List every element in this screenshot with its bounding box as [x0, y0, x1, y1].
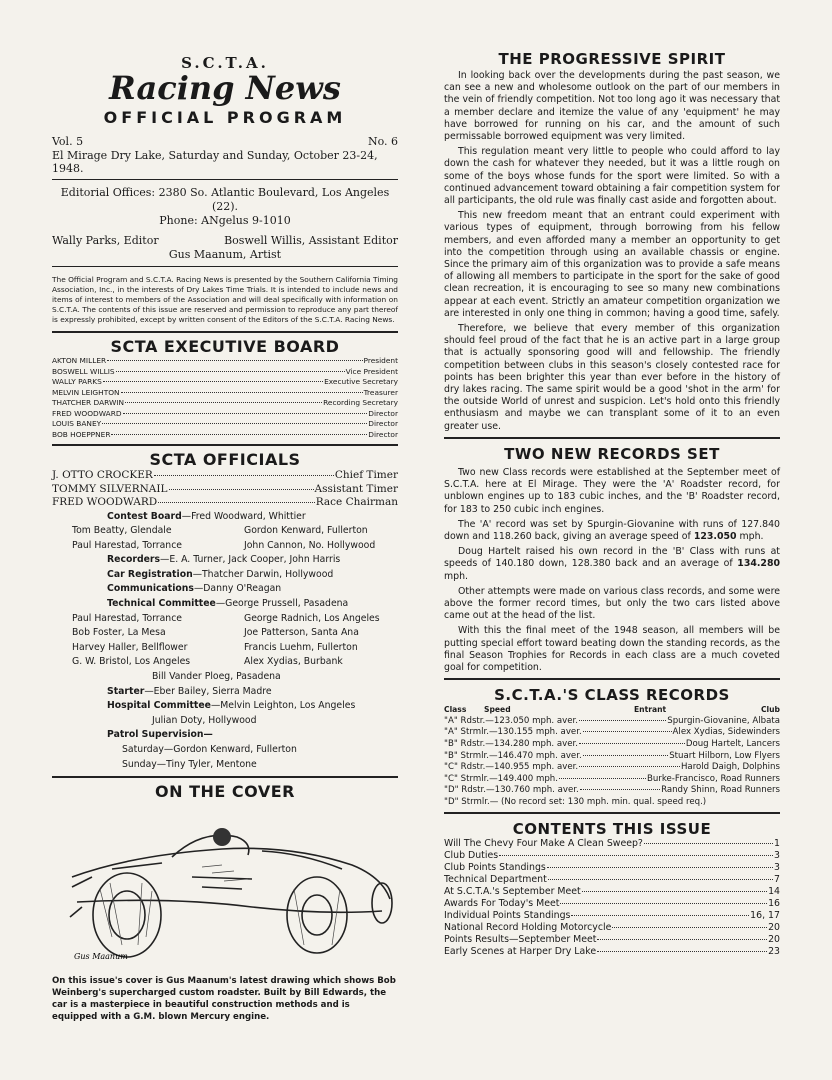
entry-name: BOSWELL WILLIS	[52, 366, 115, 376]
car-registration-label: Car Registration	[107, 568, 193, 580]
entry-name: Club Duties	[444, 850, 499, 862]
entry-value: Chief Timer	[334, 469, 398, 481]
leader-dots	[571, 915, 749, 916]
entry-name: National Record Holding Motorcycle	[444, 922, 612, 934]
divider	[52, 776, 398, 778]
patrol-sunday: Sunday—Tiny Tyler, Mentone	[122, 758, 257, 770]
member-name: Francis Luehm, Fullerton	[244, 641, 358, 653]
contents-heading: CONTENTS THIS ISSUE	[512, 820, 712, 839]
entry-value: 16	[768, 898, 780, 910]
entry-name: J. OTTO CROCKER	[52, 469, 153, 481]
right-column	[444, 0, 780, 958]
name-pair-row	[52, 612, 398, 627]
entry-name: Awards For Today's Meet	[444, 898, 560, 910]
contents-list	[444, 838, 780, 958]
dotted-row	[444, 739, 780, 751]
name-pair-row	[52, 655, 398, 670]
dotted-row	[444, 716, 780, 728]
issue-number: No. 6	[367, 135, 398, 148]
entry-name: TOMMY SILVERNAIL	[52, 482, 168, 495]
name-pair-row	[52, 641, 398, 656]
contest-board-lead: —Fred Woodward, Whittier	[181, 510, 306, 522]
artist-signature: Gus Maanum	[74, 952, 128, 962]
entry-name: Points Results—September Meet	[444, 934, 597, 946]
entry-name: "C" Strmlr.—149.400 mph.	[444, 773, 558, 784]
org-name: S.C.T.A.	[181, 54, 269, 72]
technical-committee-last: Bill Vander Ploeg, Pasadena	[152, 671, 281, 683]
entry-value: Burke-Francisco, Road Runners	[646, 773, 780, 784]
paragraph: The 'A' record was set by Spurgin-Giovanine with runs of 127.840 down and 118.260 back, giving an average speed of 123.050 mph.	[444, 518, 780, 542]
column-class: Class	[444, 705, 467, 715]
hospital-committee-second: Julian Doty, Hollywood	[152, 714, 257, 726]
roadster-drawing	[52, 807, 398, 967]
paragraph: This regulation meant very little to people who could afford to lay down the cash for whatever they needed, but it was a little rough on some of the boys whose funds for the sport were limited. So with a continued advancement toward obtaining a fair competition system for all participants, the old rule was finally cast aside and forgotten about.	[444, 146, 780, 207]
officials-list	[52, 469, 398, 510]
dotted-row	[444, 886, 780, 898]
contest-board-members	[52, 524, 398, 553]
paragraph: Other attempts were made on various class records, and some were above the former record times, but only the two cars listed above came out at the head of the list.	[444, 585, 780, 622]
entry-value: 20	[768, 934, 780, 946]
paragraph: With this the final meet of the 1948 season, all members will be putting special effort toward beating down the standing records, as the final Season Trophies for Records in each class are a much coveted goal for competition.	[444, 625, 780, 673]
entry-value: Recording Secretary	[323, 398, 398, 407]
a-record-speed: 123.050	[693, 530, 737, 542]
entry-name: "A" Strmlr.—130.155 mph. aver.	[444, 727, 582, 738]
leader-dots	[116, 371, 345, 372]
leader-dots	[583, 731, 672, 732]
class-records-header	[444, 704, 780, 716]
entry-value: Assistant Timer	[314, 482, 398, 495]
name-pair-row	[52, 539, 398, 554]
starter-label: Starter	[107, 685, 145, 697]
member-name: John Cannon, No. Hollywood	[244, 539, 376, 551]
member-name: George Radnich, Los Angeles	[244, 612, 380, 624]
member-name: Bob Foster, La Mesa	[72, 627, 166, 639]
editorial-phone: Phone: ANgelus 9-1010	[159, 214, 291, 227]
entry-name: Technical Department	[444, 874, 547, 886]
leader-dots	[158, 502, 315, 503]
entry-value: 14	[768, 886, 780, 898]
entry-name: "C" Rdstr.—140.955 mph. aver.	[444, 762, 579, 773]
dotted-row	[52, 377, 398, 388]
entry-value: Alex Xydias, Sidewinders	[672, 727, 780, 738]
paragraph: Therefore, we believe that every member of this organization should feel proud of the fact that he is an active part in a large group that is actually sponsoring good will and fellowship. The friendly competition between clubs in this season's closely contested race for points has been brighter this year than ever before in the history of dry lakes racing. The same spirit would be a good 'shot in the arm' for the outside World of unrest and suspicion. Let's hold onto this friendly enthusiasm and maybe we can transplant some of it to an even greater use.	[444, 323, 780, 432]
member-name: Paul Harestad, Torrance	[72, 539, 183, 551]
entry-name: "B" Rdstr.—134.280 mph. aver.	[444, 738, 578, 749]
dotted-row	[444, 751, 780, 763]
entry-value: 20	[768, 922, 780, 934]
leader-dots	[560, 903, 767, 904]
name-pair-row	[52, 626, 398, 641]
editor-credits	[52, 234, 398, 262]
dotted-row	[444, 774, 780, 786]
editor-name: Wally Parks, Editor	[52, 234, 159, 247]
entry-value: Randy Shinn, Road Runners	[661, 785, 780, 796]
volume-row	[52, 135, 398, 148]
entry-name: FRED WOODWARD	[52, 496, 158, 508]
dotted-row	[52, 483, 398, 497]
entry-value: 3	[774, 862, 780, 874]
masthead	[52, 54, 398, 127]
leader-dots	[123, 413, 368, 414]
divider	[52, 331, 398, 333]
car-registration-name: —Thatcher Darwin, Hollywood	[192, 568, 334, 580]
dotted-row	[52, 388, 398, 399]
dotted-row	[444, 862, 780, 874]
technical-committee-label: Technical Committee	[107, 598, 216, 610]
paragraph: Doug Hartelt raised his own record in the 'B' Class with runs at speeds of 140.180 down, 128.380 back and an average of 134.280 mph.	[444, 546, 780, 582]
dotted-row	[444, 838, 780, 850]
technical-committee-lead: —George Prussell, Pasadena	[215, 598, 349, 610]
entry-name: Will The Chevy Four Make A Clean Sweep?	[444, 838, 643, 850]
starter-name: —Eber Bailey, Sierra Madre	[144, 685, 272, 697]
dotted-row	[444, 785, 780, 797]
entry-name: MELVIN LEIGHTON	[52, 387, 120, 397]
dotted-row	[52, 409, 398, 420]
cover-heading: ON THE COVER	[155, 782, 295, 802]
dotted-row	[444, 922, 780, 934]
entry-value: Executive Secretary	[324, 377, 398, 386]
column-club: Club	[760, 705, 780, 715]
dotted-row	[52, 469, 398, 483]
technical-committee-members	[52, 612, 398, 670]
entry-value: Director	[368, 419, 398, 428]
dotted-row	[444, 762, 780, 774]
editorial-address: Editorial Offices: 2380 So. Atlantic Boulevard, Los Angeles (22).	[60, 186, 390, 213]
officials-heading: SCTA OFFICIALS	[149, 450, 301, 469]
leader-dots	[102, 423, 367, 424]
leader-dots	[612, 927, 767, 928]
entry-name: BOB HOEPPNER	[52, 429, 111, 439]
leader-dots	[580, 789, 660, 790]
entry-value: 23	[768, 946, 780, 958]
communications-name: —Danny O'Reagan	[193, 583, 282, 595]
artist-name: Gus Maanum, Artist	[168, 248, 282, 261]
leader-dots	[559, 778, 646, 779]
committees	[52, 510, 398, 773]
dotted-row	[444, 727, 780, 739]
entry-name: FRED WOODWARD	[52, 408, 122, 418]
entry-name: At S.C.T.A.'s September Meet	[444, 886, 581, 898]
copyright-notice: The Official Program and S.C.T.A. Racing News is presented by the Southern California Timing Association, Inc., in the interests of Dry Lakes Time Trials. It is intended to include news and items of interest to members of the Association and will deal specifically with information on S.C.T.A. The contents of this issue are reserved and permission to reproduce any part thereof is expressly prohibited, except by written consent of the Editors of the S.C.T.A. Racing News.	[52, 275, 398, 324]
leader-dots	[548, 879, 773, 880]
entry-value: 7	[774, 874, 780, 886]
communications-label: Communications	[107, 583, 194, 595]
b-record-speed: 134.280	[737, 558, 780, 570]
name-pair-row	[52, 524, 398, 539]
entry-value: 3	[774, 850, 780, 862]
hospital-committee-label: Hospital Committee	[107, 700, 211, 712]
executive-board-list	[52, 356, 398, 440]
editorial-offices	[52, 186, 398, 228]
leader-dots	[583, 755, 669, 756]
dotted-row	[444, 850, 780, 862]
recorders-label: Recorders	[107, 554, 161, 566]
dotted-row	[52, 496, 398, 510]
leader-dots	[121, 392, 363, 393]
leader-dots	[547, 867, 773, 868]
entry-value: Vice President	[345, 366, 398, 376]
entry-value: Treasurer	[363, 387, 398, 397]
volume-label: Vol. 5	[52, 135, 84, 148]
leader-dots	[597, 939, 767, 940]
progressive-spirit-heading: THE PROGRESSIVE SPIRIT	[498, 50, 726, 68]
leader-dots	[169, 489, 314, 490]
entry-value: President	[363, 356, 398, 365]
publication-title: Racing News	[109, 69, 341, 107]
executive-board-heading: SCTA EXECUTIVE BOARD	[110, 337, 340, 356]
divider	[444, 678, 780, 680]
leader-dots	[154, 475, 334, 476]
divider	[52, 179, 398, 180]
paragraph: This new freedom meant that an entrant could experiment with various types of equipment, through borrowing from his fellow members, and even afforded many a member an opportunity to get into the competition through using an available chassis or engine. Since the primary aim of this organization was to provide a safe means of allowing all members to participate in the sport for the sake of good clean recreation, it is encouraging to see so many new combinations appear at each event. Strictly an amateur competition organization we are interested in only one thing in common; having a good time, safely.	[444, 210, 780, 319]
entry-name: AKTON MILLER	[52, 356, 107, 365]
leader-dots	[499, 855, 773, 856]
entry-name: Club Points Standings	[444, 862, 546, 874]
patrol-supervision	[52, 728, 398, 772]
entry-value: Race Chairman	[315, 496, 398, 508]
dotted-row	[52, 430, 398, 441]
patrol-label: Patrol Supervision—	[107, 729, 213, 741]
entry-value: Director	[368, 408, 398, 418]
leader-dots	[582, 891, 767, 892]
dotted-row	[444, 874, 780, 886]
divider	[52, 266, 398, 267]
hospital-committee-lead: —Melvin Leighton, Los Angeles	[210, 700, 356, 712]
entry-name: Individual Points Standings	[444, 910, 571, 922]
entry-name: Early Scenes at Harper Dry Lake	[444, 946, 597, 958]
divider	[444, 437, 780, 439]
leader-dots	[111, 434, 367, 435]
leader-dots	[597, 951, 767, 952]
divider	[444, 812, 780, 814]
dotted-row	[444, 898, 780, 910]
entry-value: Director	[368, 429, 398, 439]
entry-value: 16, 17	[750, 910, 780, 922]
leader-dots	[107, 360, 362, 361]
member-name: Tom Beatty, Glendale	[72, 525, 172, 537]
member-name: Gordon Kenward, Fullerton	[244, 525, 368, 537]
member-name: Alex Xydias, Burbank	[244, 656, 343, 668]
divider	[52, 444, 398, 446]
patrol-saturday: Saturday—Gordon Kenward, Fullerton	[122, 744, 297, 755]
class-records-rows	[444, 716, 780, 797]
entry-name: "B" Strmlr.—146.470 mph. aver.	[444, 750, 582, 761]
entry-name: LOUIS BANEY	[52, 419, 102, 428]
class-records-table	[444, 704, 780, 808]
assistant-editor-name: Boswell Willis, Assistant Editor	[224, 234, 398, 247]
dotted-row	[444, 946, 780, 958]
paragraph: In looking back over the developments during the past season, we can see a new and wholesome outlook on the part of our members in the vein of friendly competition. Not too long ago it was necessary that a member declare and itemize the value of any 'equipment' he may have borrowed for running on his car, and the amount of such permissable borrowed equipment was very limited.	[444, 70, 780, 143]
column-speed: Speed	[484, 705, 511, 715]
column-entrant: Entrant	[634, 705, 667, 715]
leader-dots	[579, 720, 666, 721]
dotted-row	[444, 910, 780, 922]
member-name: G. W. Bristol, Los Angeles	[72, 656, 191, 668]
leader-dots	[125, 402, 322, 403]
member-name: Harvey Haller, Bellflower	[72, 641, 188, 653]
entry-value: Doug Hartelt, Lancers	[685, 738, 780, 749]
two-records-heading: TWO NEW RECORDS SET	[504, 444, 720, 463]
dotted-row	[52, 419, 398, 430]
entry-value: Harold Daigh, Dolphins	[680, 762, 780, 773]
dotted-row	[52, 356, 398, 367]
leader-dots	[579, 766, 680, 767]
cover-caption: On this issue's cover is Gus Maanum's latest drawing which shows Bob Weinberg's supercharged custom roadster. Built by Bill Edwards, the car is a masterpiece in beautiful construction methods and is equipped with a G.M. blown Mercury engine.	[52, 976, 396, 1023]
entry-value: Spurgin-Giovanine, Albata	[667, 715, 780, 726]
two-records-article	[444, 467, 780, 674]
program-subtitle: OFFICIAL PROGRAM	[103, 108, 347, 127]
leader-dots	[103, 381, 323, 382]
left-column	[52, 0, 398, 1023]
entry-name: "D" Rdstr.—130.760 mph. aver.	[444, 785, 579, 796]
progressive-spirit-article	[444, 70, 780, 433]
leader-dots	[579, 743, 685, 744]
class-records-heading: S.C.T.A.'S CLASS RECORDS	[494, 686, 730, 705]
entry-name: WALLY PARKS	[52, 377, 102, 386]
member-name: Joe Patterson, Santa Ana	[244, 627, 359, 639]
dateline: El Mirage Dry Lake, Saturday and Sunday, October 23-24, 1948.	[52, 149, 378, 175]
entry-value: Stuart Hilborn, Low Flyers	[669, 750, 780, 761]
leader-dots	[644, 843, 773, 844]
entry-value: 1	[774, 838, 780, 850]
contest-board-label: Contest Board	[107, 510, 182, 522]
dotted-row	[52, 398, 398, 409]
dotted-row	[52, 367, 398, 378]
entry-name: "A" Rdstr.—123.050 mph. aver.	[444, 715, 578, 726]
entry-name: THATCHER DARWIN	[52, 398, 124, 407]
recorders-names: —E. A. Turner, Jack Cooper, John Harris	[160, 554, 341, 566]
member-name: Paul Harestad, Torrance	[72, 612, 183, 624]
table-row: "D" Strmlr.— (No record set: 130 mph. min. qual. speed req.)	[444, 796, 707, 807]
paragraph: Two new Class records were established at the September meet of S.C.T.A. here at El Mirage. They were the 'A' Roadster record, for unblown engines up to 183 cubic inches, and the 'B' Roadster record, for 183 to 250 cubic inch engines.	[444, 466, 780, 515]
dotted-row	[444, 934, 780, 946]
